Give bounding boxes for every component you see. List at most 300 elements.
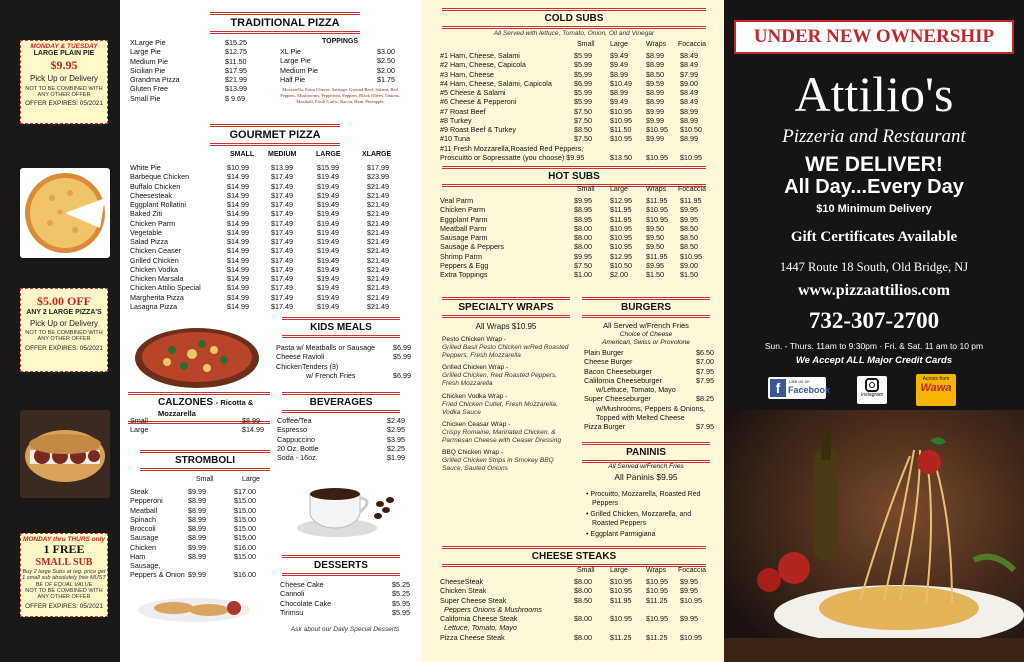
price-wraps: $11.25: [646, 632, 668, 642]
price-wraps: $9.99: [646, 115, 664, 125]
price-xlarge: $21.49: [367, 190, 389, 200]
price-large: $11.95: [610, 595, 632, 605]
wrap-desc: Grilled Basil Pesto Chicken w/Red Roasted Peppers, Fresh Mozzarella: [442, 344, 569, 360]
price-small: $14.99: [227, 246, 249, 256]
price-small: $8.99: [188, 496, 206, 506]
gift-certificates: Gift Certificates Available: [790, 229, 958, 245]
price-focaccia: $10.95: [680, 153, 702, 163]
item-name: #7 Roast Beef: [440, 106, 486, 116]
price-large: $19.49: [317, 255, 339, 265]
menu-row: [130, 172, 410, 181]
price-small: $14.99: [227, 190, 249, 200]
price-large: $10.95: [610, 614, 632, 623]
item-name: Large Pie: [130, 47, 161, 57]
toppings-title: TOPPINGS: [321, 38, 359, 45]
item-name: Veal Parm: [440, 196, 474, 205]
menu-row: [130, 293, 410, 302]
deliver-subline: All Day...Every Day: [784, 176, 964, 198]
price-wraps: $11.95: [646, 251, 668, 261]
item-name: Meatball: [130, 505, 158, 515]
price-small: $8.00: [574, 577, 592, 586]
calzones-label: CALZONES: [158, 397, 213, 408]
menu-row: [440, 107, 720, 116]
menu-row: [130, 416, 268, 425]
price-wraps: $10.95: [646, 614, 668, 623]
price-large: $10.95: [610, 223, 632, 233]
item-price: $6.50: [696, 348, 714, 357]
menu-panel-subs: [422, 0, 724, 662]
item-name: #9 Roast Beef & Turkey: [440, 125, 516, 134]
menu-row: [584, 404, 712, 413]
price-xlarge: $21.49: [367, 218, 389, 228]
item-price: $2.95: [387, 425, 405, 435]
wrap-item: [442, 449, 574, 473]
item-name: Sicilian Pie: [130, 65, 166, 75]
menu-row: [280, 56, 398, 65]
menu-row: [130, 200, 410, 209]
menu-row: [584, 385, 712, 394]
price-medium: $17.49: [271, 237, 293, 246]
delivery-minimum: $10 Minimum Delivery: [816, 203, 932, 215]
hours: Sun. - Thurs. 11am to 9:30pm · Fri. & Sat. 11 am to 10 pm: [764, 341, 984, 351]
item-name: Eggplant Parm: [440, 214, 488, 224]
size-wraps: Wraps: [646, 41, 667, 48]
item-name: Chicken Vodka: [130, 264, 178, 274]
pizza-slice-photo: [20, 168, 110, 258]
item-name: Lasagna Pizza: [130, 301, 178, 311]
cold-subs-note: All Served with lettuce, Tomato, Onion, Oil and Vinegar: [493, 30, 655, 37]
item-name: Small Pie: [130, 93, 161, 103]
price-large: $10.95: [610, 586, 632, 596]
price-small: $8.95: [574, 214, 592, 224]
facebook-badge[interactable]: [768, 377, 831, 399]
wrap-item: [442, 393, 574, 417]
item-name: #2 Ham, Cheese, Capicola: [440, 60, 526, 70]
cold-subs-list: [440, 51, 720, 144]
item-price: $8.25: [696, 394, 714, 404]
instagram-icon: [865, 378, 879, 392]
price-wraps: $9.95: [646, 260, 664, 270]
wrap-desc: Grilled Chicken Strips in Smokey BBQ Sauce, Sauted Onions: [442, 457, 554, 473]
item-name: Soda - 16oz.: [277, 453, 318, 462]
menu-row: [280, 589, 410, 598]
price-small: $9.95: [574, 196, 592, 205]
price-large: $16.00: [234, 570, 256, 580]
price-large: $19.49: [317, 237, 339, 246]
menu-row: [440, 242, 720, 251]
item-price: $5.99: [393, 352, 411, 362]
item-name: Cheese Cake: [280, 580, 324, 589]
size-small: SMALL: [230, 151, 255, 158]
item-name: Chicken Attilio Special: [130, 283, 201, 293]
price-wraps: $11.95: [646, 196, 668, 205]
menu-row: [277, 453, 409, 462]
price-small: $8.50: [574, 125, 592, 134]
price-large: $19.49: [317, 181, 339, 191]
menu-row: [130, 163, 410, 172]
price-large: $10.95: [610, 115, 632, 125]
item-name: Chicken Parm: [130, 218, 176, 228]
item-price: $1.99: [387, 453, 405, 462]
menu-row: [130, 506, 270, 515]
price-large: $17.00: [234, 487, 256, 496]
price-medium: $17.49: [271, 200, 293, 209]
price-small: $8.00: [574, 242, 592, 252]
item-name: Gluten Free: [130, 84, 168, 94]
cold-subs-size-header: [440, 41, 720, 50]
item-price: $5.95: [392, 598, 410, 608]
price-small: $8.99: [188, 524, 206, 533]
size-medium: MEDIUM: [268, 151, 297, 158]
menu-row: [280, 47, 398, 56]
item-price: $7.95: [696, 366, 714, 376]
price-small: $14.99: [227, 209, 249, 219]
traditional-pizza-list: [130, 38, 250, 103]
price-large: $10.95: [610, 577, 632, 586]
item-name: Sausage & Peppers: [440, 242, 504, 252]
size-small: Small: [577, 186, 595, 193]
menu-row: [440, 134, 720, 143]
item-price: $17.95: [225, 65, 247, 75]
specialty-wraps-title: SPECIALTY WRAPS: [442, 297, 570, 318]
item-name: Grandma Pizza: [130, 75, 180, 84]
price-wraps: $9.50: [646, 223, 664, 233]
cheese-steaks-title: CHEESE STEAKS: [442, 546, 706, 567]
price-focaccia: $8.50: [680, 242, 698, 252]
price-xlarge: $21.49: [367, 227, 389, 237]
item-price: $5.25: [392, 580, 410, 589]
coupon-title: SMALL SUB: [35, 557, 93, 569]
price-large: $19.49: [317, 264, 339, 274]
price-medium: $17.49: [271, 227, 293, 237]
price-focaccia: $9.00: [680, 78, 698, 88]
item-name: Pasta w/ Meatballs or Sausage: [276, 343, 376, 352]
price-small: $14.99: [227, 264, 249, 274]
menu-row: [440, 153, 720, 162]
item-name: Cannoli: [280, 589, 305, 599]
menu-row: [440, 196, 720, 205]
item-name: Ham: [130, 551, 146, 561]
item-name: Grilled Chicken: [130, 255, 179, 265]
website-link[interactable]: www.pizzaattilios.com: [798, 282, 950, 299]
menu-row: [440, 205, 720, 214]
coupon-price: 1 FREE: [43, 542, 85, 557]
menu-row: [440, 233, 720, 242]
size-large: Large: [610, 41, 628, 48]
instagram-badge[interactable]: [857, 376, 887, 404]
menu-row: [130, 543, 270, 552]
burgers-title: BURGERS: [582, 297, 710, 318]
item-price: $8.99: [242, 416, 260, 425]
item-name: Chocolate Cake: [280, 598, 332, 608]
item-name: w/Mushrooms, Peppers & Onions,: [596, 403, 706, 413]
menu-row: [440, 125, 720, 134]
price-large: $19.49: [317, 301, 339, 311]
menu-row: [130, 265, 410, 274]
price-small: $14.99: [227, 172, 249, 182]
item-name: Spinach: [130, 514, 156, 524]
price-small: $14.99: [227, 301, 249, 311]
coupon-expires: OFFER EXPIRES: 05/2021: [25, 100, 103, 108]
wawa-small: Across from: [922, 376, 950, 382]
coupon-five-off[interactable]: [20, 288, 108, 372]
price-xlarge: $23.99: [367, 172, 389, 182]
price-focaccia: $9.95: [680, 586, 698, 596]
item-name: Large Pie: [280, 56, 311, 66]
beverages-title: BEVERAGES: [282, 392, 400, 413]
item-name: Small: [130, 416, 148, 425]
price-focaccia: $8.49: [680, 51, 698, 60]
price-large: $10.50: [610, 260, 632, 270]
price-wraps: $10.95: [646, 205, 668, 215]
item-price: $5.25: [392, 589, 410, 599]
item-price: $2.00: [377, 65, 395, 75]
wrap-desc: Fried Chicken Cutlet, Fresh Mozzarella, Vodka Sauce: [442, 400, 558, 416]
price-small: $8.00: [574, 233, 592, 242]
price-small: $5.99: [574, 88, 592, 97]
stromboli-title: STROMBOLI: [140, 450, 270, 471]
cheese-steaks-size-header: [440, 567, 720, 576]
size-small: Small: [196, 476, 214, 483]
menu-row: [280, 608, 410, 617]
item-price: $21.99: [225, 75, 247, 84]
item-price: $12.75: [225, 47, 247, 57]
item-name: Buffalo Chicken: [130, 181, 181, 191]
item-name: Cheese Ravioli: [276, 352, 325, 362]
price-wraps: $10.95: [646, 125, 668, 134]
menu-row: [440, 79, 720, 88]
price-medium: $17.49: [271, 246, 293, 256]
price-small: $8.99: [188, 514, 206, 524]
coupon-line: Buy 2 large Subs at reg. price get 1 small sub absolutely free MUST BE OF EQUAL VALUE: [22, 568, 106, 588]
menu-row: [130, 515, 270, 524]
item-name: Sausage,: [130, 561, 161, 570]
price-focaccia: $8.99: [680, 106, 698, 116]
wrap-name: Chicken Vodka Wrap -: [442, 392, 508, 400]
menu-row: [130, 425, 268, 434]
price-large: $19.49: [317, 200, 339, 209]
size-focaccia: Focaccia: [678, 41, 707, 48]
menu-row: [584, 422, 712, 431]
coupon-price: $5.00 OFF: [37, 294, 91, 308]
coupon-title: LARGE PLAIN PIE: [33, 50, 95, 58]
price-small: $8.99: [188, 551, 206, 561]
price-focaccia: $8.49: [680, 88, 698, 97]
instagram-label: Instagram: [860, 392, 884, 398]
menu-row: [276, 371, 414, 380]
cold-subs-title: COLD SUBS: [442, 8, 706, 29]
item-name: Proscuitto or Sopressatte (you choose) $9.95: [440, 153, 585, 163]
traditional-pizza-title: TRADITIONAL PIZZA: [210, 12, 360, 34]
price-focaccia: $10.95: [680, 632, 702, 642]
menu-row: [440, 633, 720, 642]
price-medium: $17.49: [271, 292, 293, 302]
kids-meals-title: KIDS MEALS: [282, 317, 400, 338]
menu-row: [130, 256, 410, 265]
price-focaccia: $10.50: [680, 125, 702, 134]
price-large: $10.95: [610, 134, 632, 144]
item-name: Pepperoni: [130, 496, 163, 506]
pizza-photo: [132, 322, 262, 392]
price-focaccia: $1.50: [680, 270, 698, 279]
item-price: $5.95: [392, 607, 410, 617]
price-medium: $17.49: [271, 181, 293, 191]
item-name: Steak: [130, 487, 149, 496]
menu-row: [130, 38, 250, 47]
menu-row: [130, 219, 410, 228]
paninis-list: [584, 490, 712, 541]
paninis-sub: All Served w/French Fries: [608, 463, 684, 470]
price-small: $5.99: [574, 51, 592, 60]
item-name: Half Pie: [280, 74, 306, 84]
item-name: Extra Toppings: [440, 270, 488, 279]
price-wraps: $8.99: [646, 60, 664, 70]
item-name: Lettuce, Tomato, Mayo: [444, 623, 517, 633]
menu-row: [130, 487, 270, 496]
item-price: $1.75: [377, 74, 395, 84]
item-price: $2.25: [387, 443, 405, 453]
item-name: Plain Burger: [584, 348, 624, 357]
menu-row: [130, 283, 410, 292]
wrap-item: [442, 336, 574, 360]
price-small: $14.99: [227, 274, 249, 283]
menu-row: [440, 614, 720, 623]
price-medium: $17.49: [271, 172, 293, 182]
price-large: $10.95: [610, 242, 632, 252]
item-name: Super Cheeseburger: [584, 394, 651, 404]
item-price: $2.49: [387, 416, 405, 425]
item-name: Eggplant Rollatini: [130, 200, 186, 209]
coupon-fine: NOT TO BE COMBINED WITH ANY OTHER OFFER: [25, 588, 103, 601]
price-large: $19.49: [317, 218, 339, 228]
burgers-sub: All Served w/French Fries: [603, 321, 689, 330]
menu-row: [130, 47, 250, 56]
price-xlarge: $21.49: [367, 237, 389, 246]
price-large: $15.99: [317, 163, 339, 172]
price-small: $5.99: [574, 60, 592, 70]
price-large: $15.00: [234, 533, 256, 543]
item-name: Super Cheese Steak: [440, 595, 507, 605]
price-small: $8.00: [574, 223, 592, 233]
coffee-cup-photo: [282, 466, 402, 544]
menu-row: [440, 116, 720, 125]
price-xlarge: $21.49: [367, 264, 389, 274]
price-medium: $17.49: [271, 283, 293, 293]
wawa-badge: [916, 374, 956, 406]
price-medium: $17.49: [271, 190, 293, 200]
price-large: $2.00: [610, 270, 628, 279]
menu-row: [440, 252, 720, 261]
paninis-title: PANINIS: [582, 442, 710, 463]
coupon-large-plain-pie[interactable]: [20, 40, 108, 124]
wawa-label: Wawa: [920, 382, 952, 394]
price-wraps: $9.99: [646, 106, 664, 116]
item-name: Chicken Ceaser: [130, 246, 182, 256]
menu-row: [130, 533, 270, 542]
gourmet-pizza-list: [130, 163, 410, 311]
menu-row: [130, 182, 410, 191]
price-small: $9.99: [188, 542, 206, 552]
menu-row: [440, 270, 720, 279]
price-wraps: $8.99: [646, 51, 664, 60]
wrap-name: Pesto Chicken Wrap -: [442, 336, 507, 343]
price-large: $15.00: [234, 514, 256, 524]
price-large: $10.95: [610, 233, 632, 242]
price-xlarge: $21.49: [367, 209, 389, 219]
menu-row: [276, 362, 414, 371]
burgers-cheeses: American, Swiss or Provolone: [602, 339, 690, 346]
panini-item: • Eggplant Parmigiana: [586, 531, 656, 538]
calzones-list: [130, 416, 268, 435]
item-name: Sausage Parm: [440, 233, 488, 242]
price-small: $5.99: [574, 97, 592, 107]
price-large: $10.95: [610, 106, 632, 116]
menu-row: [130, 561, 270, 570]
price-focaccia: $10.95: [680, 595, 702, 605]
menu-row: [440, 88, 720, 97]
price-wraps: $8.50: [646, 69, 664, 79]
item-name: Barbeque Chicken: [130, 172, 190, 182]
ownership-text: UNDER NEW OWNERSHIP: [753, 26, 995, 47]
menu-row: [280, 580, 410, 589]
item-name: Shrimp Parm: [440, 251, 482, 261]
price-large: $19.49: [317, 190, 339, 200]
price-small: $14.99: [227, 283, 249, 293]
coupon-price: $9.95: [50, 57, 78, 72]
item-price: $3.95: [387, 434, 405, 444]
price-small: $9.95: [574, 251, 592, 261]
menu-row: [130, 209, 410, 218]
ownership-banner: [734, 20, 1014, 54]
item-price: $6.99: [393, 370, 411, 380]
item-name: California Cheeseburger: [584, 375, 662, 385]
item-name: Bacon Cheeseburger: [584, 366, 652, 376]
size-small: Small: [577, 567, 595, 574]
item-price: $11.50: [225, 56, 247, 66]
gourmet-pizza-title: GOURMET PIZZA: [210, 124, 340, 146]
item-name: White Pie: [130, 163, 161, 172]
menu-row: [130, 94, 250, 103]
size-wraps: Wraps: [646, 186, 667, 193]
menu-row: [130, 524, 270, 533]
price-xlarge: $21.49: [367, 274, 389, 283]
item-name: Coffee/Tea: [277, 416, 312, 425]
coupon-line: Pick Up or Delivery: [29, 318, 98, 328]
menu-row: [584, 348, 712, 357]
facebook-label: Facebook: [788, 385, 831, 395]
calzones-subtitle: - Ricotta & Mozzarella: [158, 398, 254, 418]
size-wraps: Wraps: [646, 567, 667, 574]
menu-row: [277, 425, 409, 434]
item-name: Chicken Steak: [440, 586, 487, 596]
hot-subs-list: [440, 196, 720, 279]
size-large: Large: [610, 567, 628, 574]
menu-row: [584, 413, 712, 422]
item-name: 20 Oz. Bottle: [277, 443, 319, 453]
price-small: $7.50: [574, 134, 592, 144]
phone-number[interactable]: 732-307-2700: [808, 308, 940, 333]
coupon-free-sub[interactable]: [20, 533, 108, 617]
wrap-item: [442, 421, 574, 445]
item-name: Espresso: [277, 425, 307, 435]
price-medium: $17.49: [271, 264, 293, 274]
price-small: $8.95: [574, 205, 592, 215]
item-name: Large: [130, 425, 149, 435]
item-name: Sausage: [130, 533, 159, 543]
price-large: $15.00: [234, 551, 256, 561]
size-focaccia: Focaccia: [678, 567, 707, 574]
item-price: $ 9.69: [225, 93, 245, 103]
